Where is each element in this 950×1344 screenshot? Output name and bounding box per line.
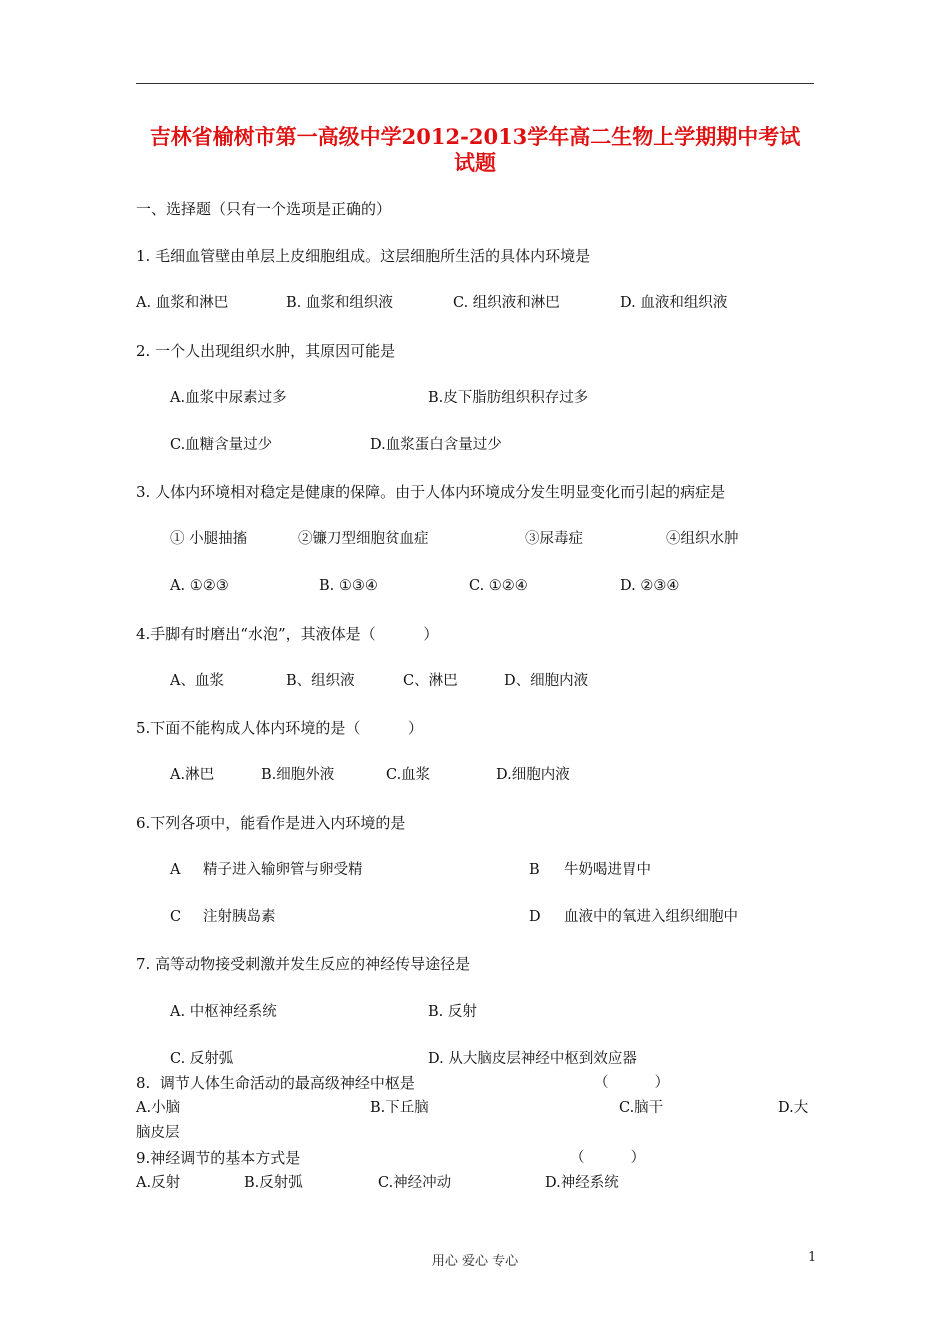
- q2-stem: 2. 一个人出现组织水肿，其原因可能是: [136, 342, 396, 360]
- q8-answer-blank: （ ）: [594, 1075, 670, 1091]
- q5-option-c: C.血浆: [386, 767, 431, 783]
- section-heading: 一、选择题（只有一个选项是正确的）: [136, 200, 392, 218]
- q7-option-d: D. 从大脑皮层神经中枢到效应器: [428, 1051, 637, 1067]
- q8-option-c: C.脑干: [619, 1100, 664, 1116]
- q6-option-d: 血液中的氧进入组织细胞中: [564, 909, 738, 925]
- q5-option-a: A.淋巴: [170, 767, 215, 783]
- q3-option-a: A. ①②③: [170, 578, 229, 594]
- q1-option-a: A. 血浆和淋巴: [136, 295, 229, 311]
- q4-option-c: C、淋巴: [403, 673, 458, 689]
- q7-option-a: A. 中枢神经系统: [170, 1004, 277, 1020]
- q4-option-b: B、组织液: [286, 673, 355, 689]
- header-rule: [136, 83, 814, 84]
- q4-stem: 4.手脚有时磨出“水泡”，其液体是（ ）: [136, 625, 439, 643]
- q4-option-d: D、细胞内液: [504, 673, 589, 689]
- page-number: 1: [808, 1250, 817, 1265]
- q6-letter-a: A: [170, 862, 181, 878]
- q8-option-a: A.小脑: [136, 1100, 181, 1116]
- q9-stem: 9.神经调节的基本方式是: [136, 1149, 301, 1167]
- q2-option-b: B.皮下脂肪组织积存过多: [428, 390, 589, 406]
- q9-answer-blank: （ ）: [570, 1150, 646, 1166]
- q9-option-c: C.神经冲动: [378, 1175, 452, 1191]
- q3-stem: 3. 人体内环境相对稳定是健康的保障。由于人体内环境成分发生明显变化而引起的病症是: [136, 483, 726, 501]
- q1-stem: 1. 毛细血管壁由单层上皮细胞组成。这层细胞所生活的具体内环境是: [136, 247, 591, 265]
- q7-option-c: C. 反射弧: [170, 1051, 234, 1067]
- q3-option-c: C. ①②④: [469, 578, 528, 594]
- q2-option-a: A.血浆中尿素过多: [170, 390, 287, 406]
- q9-option-d: D.神经系统: [545, 1175, 619, 1191]
- q3-item-4: ④组织水肿: [666, 531, 739, 547]
- q8-option-d-cont: 脑皮层: [136, 1125, 180, 1141]
- q1-option-b: B. 血浆和组织液: [286, 295, 393, 311]
- q3-option-d: D. ②③④: [620, 578, 680, 594]
- q1-option-c: C. 组织液和淋巴: [453, 295, 560, 311]
- doc-title-cont: 试题: [454, 150, 496, 175]
- q3-item-2: ②镰刀型细胞贫血症: [298, 531, 429, 547]
- q9-option-b: B.反射弧: [244, 1175, 303, 1191]
- doc-title: 吉林省榆树市第一高级中学2012-2013学年高二生物上学期期中考试: [149, 124, 801, 149]
- q3-item-1: ① 小腿抽搐: [170, 531, 248, 547]
- q5-option-b: B.细胞外液: [261, 767, 335, 783]
- q5-stem: 5.下面不能构成人体内环境的是（ ）: [136, 719, 423, 737]
- q6-letter-d: D: [529, 909, 541, 925]
- q3-item-3: ③尿毒症: [525, 531, 583, 547]
- q1-option-d: D. 血液和组织液: [620, 295, 728, 311]
- q3-option-b: B. ①③④: [319, 578, 378, 594]
- q2-option-c: C.血糖含量过少: [170, 437, 273, 453]
- q6-letter-c: C: [170, 909, 182, 925]
- q9-option-a: A.反射: [136, 1175, 181, 1191]
- page-footer: 用心 爱心 专心: [431, 1254, 519, 1269]
- q6-option-c: 注射胰岛素: [203, 909, 276, 925]
- q6-option-a: 精子进入输卵管与卵受精: [203, 862, 363, 878]
- q6-option-b: 牛奶喝进胃中: [564, 862, 651, 878]
- q8-stem: 8. 调节人体生命活动的最高级神经中枢是: [136, 1074, 415, 1092]
- q8-option-b: B.下丘脑: [370, 1100, 429, 1116]
- q5-option-d: D.细胞内液: [496, 767, 570, 783]
- q7-stem: 7. 高等动物接受刺激并发生反应的神经传导途径是: [136, 955, 471, 973]
- q8-option-d: D.大: [778, 1100, 809, 1116]
- q6-stem: 6.下列各项中，能看作是进入内环境的是: [136, 814, 406, 832]
- q7-option-b: B. 反射: [428, 1004, 477, 1020]
- q6-letter-b: B: [529, 862, 540, 878]
- q4-option-a: A、血浆: [170, 673, 224, 689]
- q2-option-d: D.血浆蛋白含量过少: [370, 437, 502, 453]
